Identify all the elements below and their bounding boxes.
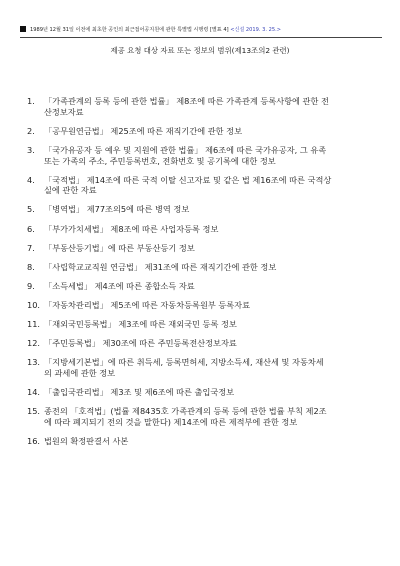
list-item-text (44, 175, 389, 196)
list-item (27, 319, 389, 330)
list-item-line: 「공무원연금법」 제25조에 따른 재직기간에 관한 정보 (44, 125, 242, 136)
list-item-line: 산정보자료 (44, 106, 84, 117)
list-item-text (44, 319, 389, 330)
list-item-number: 8. (27, 261, 35, 272)
list-item-text (44, 96, 389, 117)
amendment-note: <신설 2019. 3. 25.> (230, 27, 281, 33)
list-item-number: 9. (27, 280, 35, 291)
list-item (27, 387, 389, 398)
list-item-line: 에 따라 폐지되기 전의 것을 말한다) 제14조에 따른 제적부에 관한 정보 (44, 416, 298, 427)
list-item-text (44, 204, 389, 215)
list-item-text (44, 243, 389, 254)
list-item-line: 「재외국민등록법」 제3조에 따른 재외국민 등록 정보 (44, 319, 237, 330)
list-item-text (44, 300, 389, 311)
list-item-text (44, 406, 389, 427)
list-item-line: 「가족관계의 등록 등에 관한 법률」 제8조에 따른 가족관계 등록사항에 관한 전 (44, 96, 329, 106)
list-item-number: 4. (27, 174, 35, 185)
list-item (27, 224, 389, 235)
list-item (27, 243, 389, 254)
list-item (27, 338, 389, 349)
list-item-line: 「주민등록법」 제30조에 따른 주민등록전산정보자료 (44, 338, 237, 349)
list-item-text (44, 281, 389, 292)
list-item (27, 406, 389, 427)
list-item-line: 「병역법」 제77조의5에 따른 병역 정보 (44, 204, 190, 215)
list-item (27, 436, 389, 447)
list-item-number: 13. (27, 357, 41, 368)
document-header (20, 25, 382, 36)
list-item-text (44, 387, 389, 398)
list-item-number: 3. (27, 144, 35, 155)
page-title: 제공 요청 대상 자료 또는 정보의 범위(제13조의2 관련) (110, 46, 290, 55)
list-item-number: 11. (27, 319, 41, 330)
list-item-number: 1. (27, 96, 35, 106)
list-item (27, 204, 389, 215)
list-item-line: 「국적법」 제14조에 따른 국적 이탈 신고자료 및 같은 법 제16조에 따른 국적상 (44, 174, 332, 185)
list-item-line: 종전의 「호적법」(법률 제8435호 가족관계의 등록 등에 관한 법률 부칙 제2조 (44, 406, 327, 417)
list-item-number: 6. (27, 223, 35, 234)
list-item-line: 의 과세에 관한 정보 (44, 367, 116, 378)
header-text: 1989년 12월 31일 이전에 최초한 공인의 최근접어공지원에 관한 특별법 시행령 [별표 4] (30, 27, 229, 33)
list-item-text (44, 436, 389, 447)
list-item-text (44, 224, 389, 235)
list-item-text (44, 262, 389, 273)
list-item (27, 126, 389, 137)
list-item-number: 2. (27, 125, 35, 136)
list-item-line: 「부가가치세법」 제8조에 따른 사업자등록 정보 (44, 223, 219, 234)
list-item-line: 실에 관한 자료 (44, 185, 97, 196)
list-item (27, 96, 389, 117)
list-item-number: 15. (27, 406, 41, 417)
list-item (27, 300, 389, 311)
list-item-line: 「출입국관리법」 제3조 및 제6조에 따른 출입국정보 (44, 387, 235, 398)
square-bullet-icon (20, 26, 26, 32)
list-item-line: 「국가유공자 등 예우 및 지원에 관한 법률」 제6조에 따른 국가유공자, 그 유족 (44, 144, 327, 155)
list-item-number: 12. (27, 338, 41, 349)
list-item-line: 「부동산등기법」에 따른 부동산등기 정보 (44, 242, 195, 253)
list-item-number: 16. (27, 435, 41, 446)
list-item-text (44, 145, 389, 166)
information-scope-list (27, 96, 389, 455)
list-item (27, 145, 389, 166)
list-item-number: 5. (27, 204, 35, 215)
list-item-number: 7. (27, 242, 35, 253)
list-item-text (44, 357, 389, 378)
list-item-text (44, 126, 389, 137)
list-item-line: 「자동차관리법」 제5조에 따른 자동차등록원부 등록자료 (44, 299, 250, 310)
list-item-line: 「사립학교교직원 연금법」 제31조에 따른 재직기간에 관한 정보 (44, 261, 277, 272)
list-item (27, 175, 389, 196)
list-item (27, 357, 389, 378)
list-item-line: 「지방세기본법」에 따른 취득세, 등록면허세, 지방소득세, 재산세 및 자동차세 (44, 357, 324, 368)
list-item-text (44, 338, 389, 349)
list-item-number: 10. (27, 299, 41, 310)
list-item-line: 「소득세법」 제4조에 따른 종합소득 자료 (44, 280, 195, 291)
list-item-line: 법원의 확정판결서 사본 (44, 435, 129, 446)
list-item-number: 14. (27, 387, 41, 398)
header-divider (20, 37, 382, 38)
list-item-line: 또는 가족의 주소, 주민등록번호, 전화번호 및 공기록에 대한 정보 (44, 155, 276, 166)
list-item (27, 262, 389, 273)
list-item (27, 281, 389, 292)
